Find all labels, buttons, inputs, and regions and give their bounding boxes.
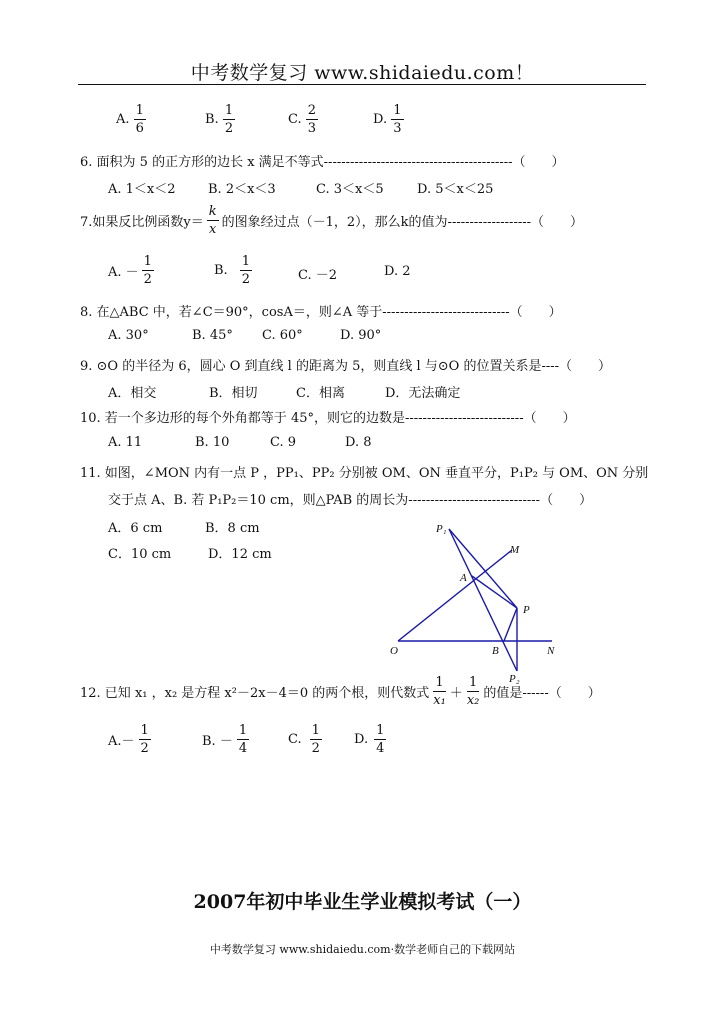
q12-option-c: C. $\frac{1}{2}$ (288, 723, 320, 756)
q5-option-d: D. $\frac{1}{3}$ (373, 103, 402, 136)
q11-stem-line2: 交于点 A、B. 若 P₁P₂＝10 cm，则△PAB 的周长为------------------------------（ ） (108, 493, 593, 508)
q11-geometry-figure (380, 515, 580, 685)
q8-option-c: C. 60° (262, 328, 303, 343)
q10-option-b: B. 10 (195, 435, 230, 450)
q7-option-b: B. $\frac{1}{2}$ (214, 254, 250, 287)
q8-stem: 8. 在△ABC 中，若∠C＝90°，cosA＝，则∠A 等于-----------------------------（ ） (80, 305, 562, 320)
q11-option-c: C．10 cm (108, 547, 172, 562)
q7-option-a: A. － $\frac{1}{2}$ (108, 254, 152, 287)
q11-option-b: B．8 cm (205, 521, 260, 536)
header-divider (78, 84, 646, 85)
label-p1: P₁ (436, 523, 447, 535)
q5-option-a: A. $\frac{1}{6}$ (116, 103, 144, 136)
q12-option-a: A.－ $\frac{1}{2}$ (108, 723, 149, 756)
q11-option-d: D．12 cm (208, 547, 272, 562)
page-header-title: 中考数学复习 www.shidaiedu.com！ (190, 62, 535, 84)
q9-option-b: B．相切 (209, 386, 258, 401)
q10-option-d: D. 8 (345, 435, 372, 450)
q5-option-b: B. $\frac{1}{2}$ (205, 103, 234, 136)
label-m: M (510, 544, 520, 556)
ray-om (398, 550, 512, 641)
q5-option-c: C. $\frac{2}{3}$ (288, 103, 317, 136)
q9-option-d: D．无法确定 (385, 386, 461, 401)
q10-option-a: A. 11 (108, 435, 143, 450)
q7-option-d: D. 2 (384, 264, 411, 279)
label-p: P (523, 604, 530, 616)
q6-option-c: C. 3＜x＜5 (316, 182, 384, 197)
label-o: O (390, 645, 398, 657)
q9-option-c: C．相离 (296, 386, 345, 401)
label-a: A (460, 572, 467, 584)
q8-option-d: D. 90° (340, 328, 382, 343)
segment-p1-p (449, 529, 517, 608)
q8-option-b: B. 45° (192, 328, 233, 343)
label-p2: P₂ (509, 673, 520, 685)
q10-stem: 10. 若一个多边形的每个外角都等于 45°，则它的边数是---------------------------（ ） (80, 411, 576, 426)
exam-title: 2007年初中毕业生学业模拟考试（一） (193, 891, 532, 913)
label-n: N (547, 645, 555, 657)
label-b: B (492, 645, 499, 657)
q6-option-d: D. 5＜x＜25 (417, 182, 494, 197)
q12-option-d: D. $\frac{1}{4}$ (354, 723, 385, 756)
q9-option-a: A．相交 (108, 386, 157, 401)
q11-stem-line1: 11. 如图，∠MON 内有一点 P ，PP₁、PP₂ 分别被 OM、ON 垂直平分，P₁P₂ 与 OM、ON 分别 (80, 466, 649, 481)
q11-option-a: A．6 cm (108, 521, 163, 536)
q8-option-a: A. 30° (108, 328, 149, 343)
q9-stem: 9. ⊙O 的半径为 6，圆心 O 到直线 l 的距离为 5，则直线 l 与⊙O 的位置关系是----（ ） (80, 359, 612, 374)
q7-option-c: C. －2 (298, 268, 338, 283)
q6-option-a: A. 1＜x＜2 (108, 182, 176, 197)
q10-option-c: C. 9 (270, 435, 297, 450)
q6-option-b: B. 2＜x＜3 (208, 182, 276, 197)
q12-stem: 12. 已知 x₁ ，x₂ 是方程 x²－2x－4＝0 的两个根，则代数式 $\frac{1}{\text{x₁}}$ ＋ $\frac{1}{\text{x₂}}$ 的值是------（ ） (80, 675, 601, 708)
q7-stem: 7.如果反比例函数y＝ $\frac{k}{x}$ 的图象经过点（－1，2），那么k的值为-------------------（ ） (80, 204, 584, 237)
segment-p-b (504, 608, 517, 641)
q12-option-b: B. － $\frac{1}{4}$ (202, 723, 248, 756)
q6-stem: 6. 面积为 5 的正方形的边长 x 满足不等式-------------------------------------------（ ） (80, 155, 565, 170)
page-footer: 中考数学复习 www.shidaiedu.com·数学老师自己的下载网站 (209, 943, 516, 956)
